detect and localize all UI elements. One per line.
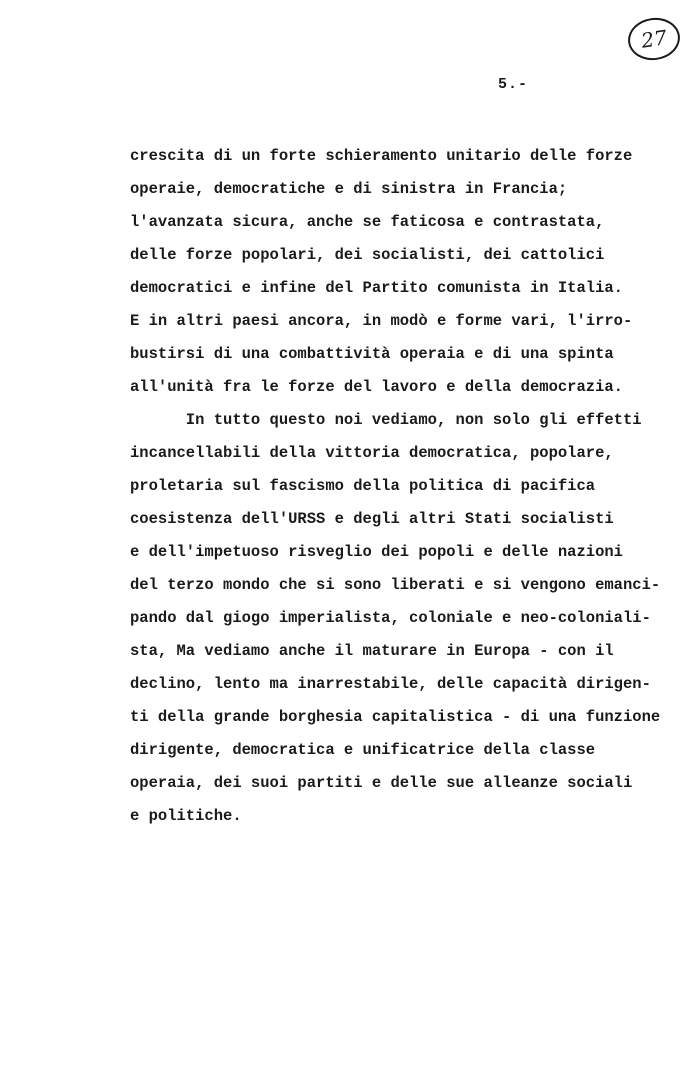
text-line: sta, Ma vediamo anche il maturare in Europa - con il (130, 642, 614, 660)
text-line: crescita di un forte schieramento unitario delle forze (130, 147, 633, 165)
text-line: e dell'impetuoso risveglio dei popoli e delle nazioni (130, 543, 623, 561)
text-line: ti della grande borghesia capitalistica - di una funzione (130, 708, 661, 726)
text-line: del terzo mondo che si sono liberati e si vengono emanci- (130, 576, 661, 594)
text-line: pando dal giogo imperialista, coloniale e neo-coloniali- (130, 609, 651, 627)
handwritten-folio-number: 27 (625, 15, 682, 64)
text-line: coesistenza dell'URSS e degli altri Stati socialisti (130, 510, 614, 528)
page-number: 5.- (498, 76, 529, 93)
text-line: delle forze popolari, dei socialisti, dei cattolici (130, 246, 605, 264)
text-line: bustirsi di una combattività operaia e di una spinta (130, 345, 614, 363)
body-text (130, 140, 690, 833)
text-line: l'avanzata sicura, anche se faticosa e contrastata, (130, 213, 605, 231)
text-line: e politiche. (130, 807, 242, 825)
text-line: E in altri paesi ancora, in modò e forme vari, l'irro- (130, 312, 633, 330)
text-line: operaie, democratiche e di sinistra in Francia; (130, 180, 568, 198)
text-line: In tutto questo noi vediamo, non solo gli effetti (130, 411, 642, 429)
text-line: all'unità fra le forze del lavoro e della democrazia. (130, 378, 623, 396)
text-line: operaia, dei suoi partiti e delle sue alleanze sociali (130, 774, 633, 792)
text-line: proletaria sul fascismo della politica di pacifica (130, 477, 596, 495)
text-line: incancellabili della vittoria democratica, popolare, (130, 444, 614, 462)
text-line: democratici e infine del Partito comunista in Italia. (130, 279, 623, 297)
text-line: declino, lento ma inarrestabile, delle capacità dirigen- (130, 675, 651, 693)
text-line: dirigente, democratica e unificatrice della classe (130, 741, 596, 759)
